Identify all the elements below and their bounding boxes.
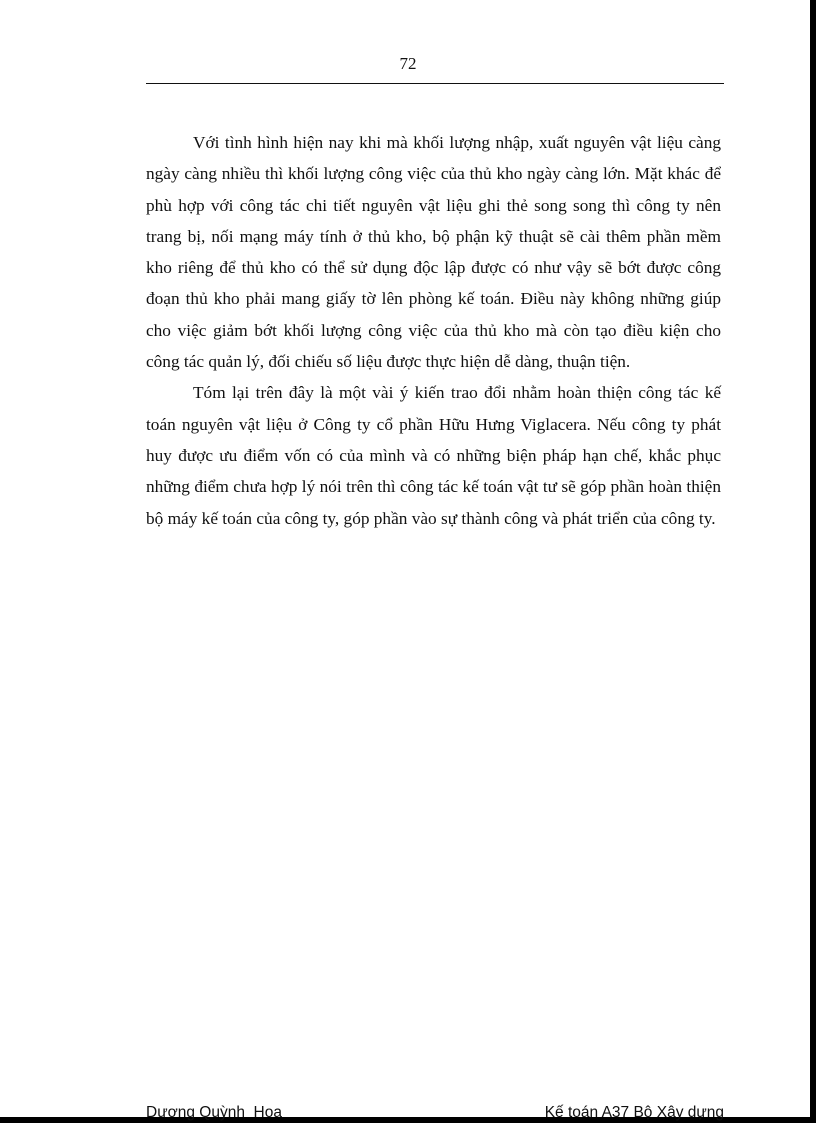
footer-author: Dương Quỳnh Hoa xyxy=(146,1104,282,1121)
page-number: 72 xyxy=(399,54,417,73)
paragraph: Với tình hình hiện nay khi mà khối lượng nhập, xuất nguyên vật liệu càng ngày càng nhiều thì khối lượng công việc của thủ kho ngày càng lớn. Mặt khác để phù hợp với công tác chi tiết nguyên vật liệu ghi thẻ song song thì công ty nên trang bị, nối mạng máy tính ở thủ kho, bộ phận kỹ thuật sẽ cài thêm phần mềm kho riêng để thủ kho có thể sử dụng độc lập được có như vậy sẽ bớt được công đoạn thủ kho phải mang giấy tờ lên phòng kế toán. Điều này không những giúp cho việc giảm bớt khối lượng công việc của thủ kho mà còn tạo điều kiện cho công tác quản lý, đối chiếu số liệu được thực hiện dễ dàng, thuận tiện. xyxy=(146,133,721,372)
page-footer xyxy=(146,1104,724,1122)
header-divider xyxy=(146,83,724,84)
body-text xyxy=(146,127,721,534)
footer-class-info: Kế toán A37 Bộ Xây dựng xyxy=(544,1104,724,1121)
paragraph: Tóm lại trên đây là một vài ý kiến trao đổi nhằm hoàn thiện công tác kế toán nguyên vật liệu ở Công ty cổ phần Hữu Hưng Viglacera. Nếu công ty phát huy được ưu điểm vốn có của mình và có những biện pháp hạn chế, khắc phục những điểm chưa hợp lý nói trên thì công tác kế toán vật tư sẽ góp phần hoàn thiện bộ máy kế toán của công ty, góp phần vào sự thành công và phát triển của công ty. xyxy=(146,383,721,528)
